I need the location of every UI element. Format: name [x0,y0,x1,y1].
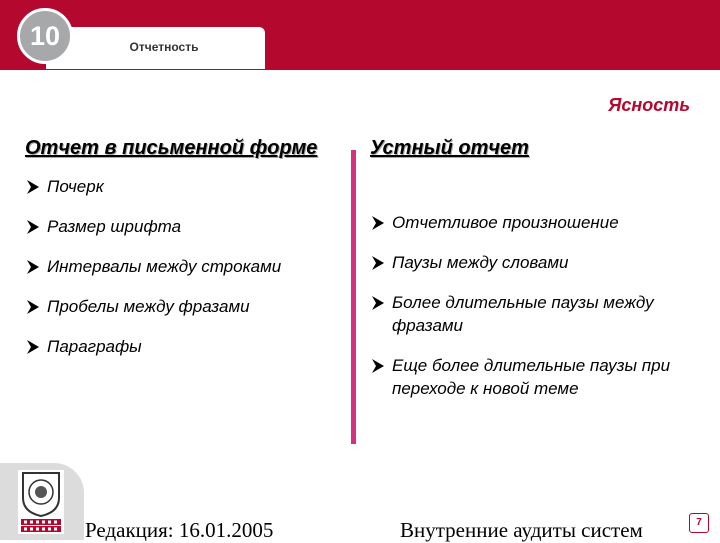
list-item [25,295,340,318]
list-item-text: Паузы между словами [392,253,569,272]
list-item-text: Размер шрифта [47,217,182,236]
section-tab-label: Отчетность [129,40,199,54]
written-report-column [25,135,340,375]
oral-report-list [370,211,700,400]
written-report-list [25,175,340,358]
arrow-bullet-icon [25,339,41,355]
list-item [370,291,700,337]
section-number-badge [17,8,73,64]
arrow-bullet-icon [370,255,386,271]
column-divider [351,150,356,444]
list-item-text: Более длительные паузы между фразами [392,293,654,335]
oral-report-column [370,135,700,417]
list-item-text: Параграфы [47,337,142,356]
oral-report-heading: Устный отчет [370,137,529,159]
slide-subtitle: Ясность [608,95,690,115]
arrow-bullet-icon [25,219,41,235]
section-number: 10 [29,20,61,51]
list-item [25,215,340,238]
arrow-bullet-icon [370,358,386,374]
arrow-bullet-icon [25,259,41,275]
arrow-bullet-icon [370,215,386,231]
list-item-text: Почерк [47,177,104,196]
arrow-bullet-icon [370,295,386,311]
arrow-bullet-icon [25,299,41,315]
written-report-heading: Отчет в письменной форме [25,137,318,159]
list-item-text: Интервалы между строками [47,257,282,276]
list-item-text: Еще более длительные паузы при переходе к новой теме [392,356,671,398]
list-item [25,335,340,358]
list-item-text: Отчетливое произношение [392,213,619,232]
footer-edition: Редакция: 16.01.2005 [85,518,274,542]
page-number: 7 [689,513,709,533]
list-item [370,354,700,400]
arrow-bullet-icon [25,179,41,195]
list-item [370,211,700,234]
list-item [25,255,340,278]
list-item [25,175,340,198]
list-item [370,251,700,274]
list-item-text: Пробелы между фразами [47,297,250,316]
bureau-veritas-logo [18,470,64,534]
footer-title: Внутренние аудиты систем [400,518,643,542]
